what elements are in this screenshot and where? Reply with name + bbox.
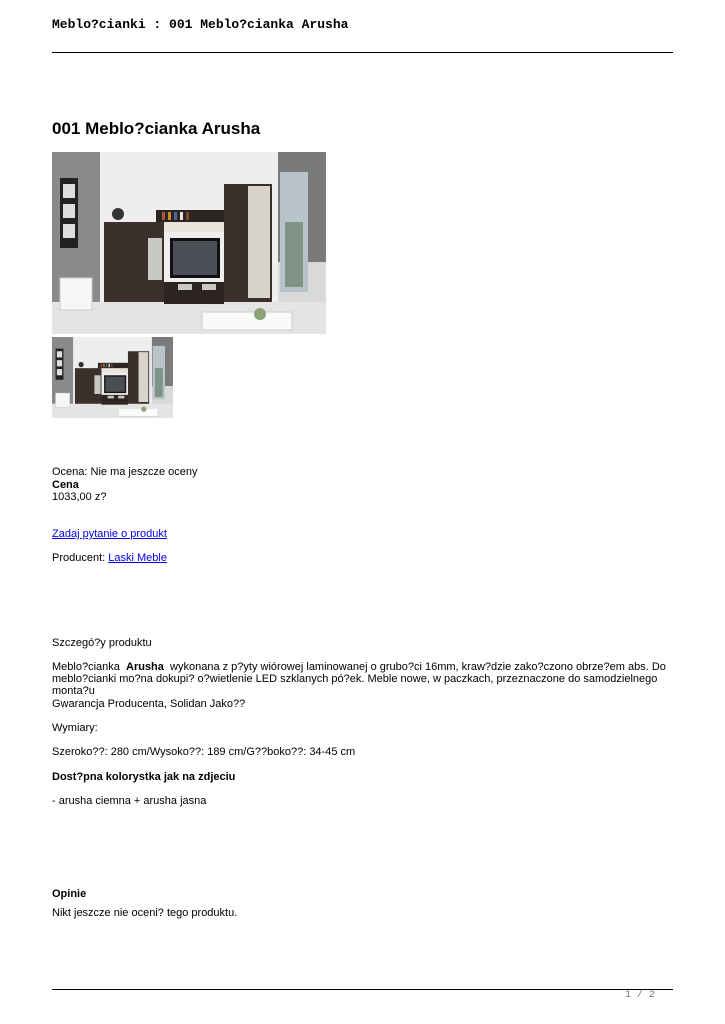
product-main-image bbox=[52, 152, 326, 334]
document-header-title: Meblo?cianki : 001 Meblo?cianka Arusha bbox=[52, 17, 349, 32]
description-product-name: Arusha bbox=[126, 661, 164, 673]
colors-value: - arusha ciemna + arusha jasna bbox=[52, 795, 207, 807]
rating-label: Ocena: bbox=[52, 466, 88, 478]
product-description bbox=[52, 661, 673, 697]
colors-heading: Dost?pna kolorystka jak na zdjeciu bbox=[52, 771, 236, 783]
rating-value: Nie ma jeszcze oceny bbox=[90, 466, 198, 478]
dimensions-value: Szeroko??: 280 cm/Wysoko??: 189 cm/G??boko??: 34-45 cm bbox=[52, 746, 356, 758]
details-section-title: Szczegó?y produktu bbox=[52, 637, 152, 649]
reviews-empty-text: Nikt jeszcze nie oceni? tego produktu. bbox=[52, 907, 238, 919]
product-thumbnail-image[interactable] bbox=[52, 337, 173, 418]
page-indicator: 1 / 2 bbox=[625, 990, 656, 1001]
description-text: wykonana z p?yty wiórowej laminowanej o grubo?ci 16mm, kraw?dzie zako?czono obrze?em abs. Do meblo?cianki mo?na dokupi? o?wietlenie LED szklanych pó?ek. Meble nowe, w paczkach, przeznaczone do samodzielnego monta?u bbox=[52, 661, 666, 697]
product-title: 001 Meblo?cianka Arusha bbox=[52, 119, 261, 138]
footer-divider bbox=[52, 989, 673, 990]
ask-question-link[interactable]: Zadaj pytanie o produkt bbox=[52, 528, 167, 540]
manufacturer-line bbox=[52, 552, 167, 564]
price-value: 1033,00 z? bbox=[52, 491, 107, 503]
dimensions-label: Wymiary: bbox=[52, 722, 98, 734]
manufacturer-link[interactable]: Laski Meble bbox=[108, 552, 167, 564]
price-label: Cena bbox=[52, 479, 79, 491]
header-divider bbox=[52, 52, 673, 53]
manufacturer-label: Producent: bbox=[52, 552, 106, 564]
warranty-text: Gwarancja Producenta, Solidan Jako?? bbox=[52, 698, 246, 710]
reviews-heading: Opinie bbox=[52, 888, 87, 900]
rating-line bbox=[52, 466, 198, 478]
description-prefix: Meblo?cianka bbox=[52, 661, 120, 673]
